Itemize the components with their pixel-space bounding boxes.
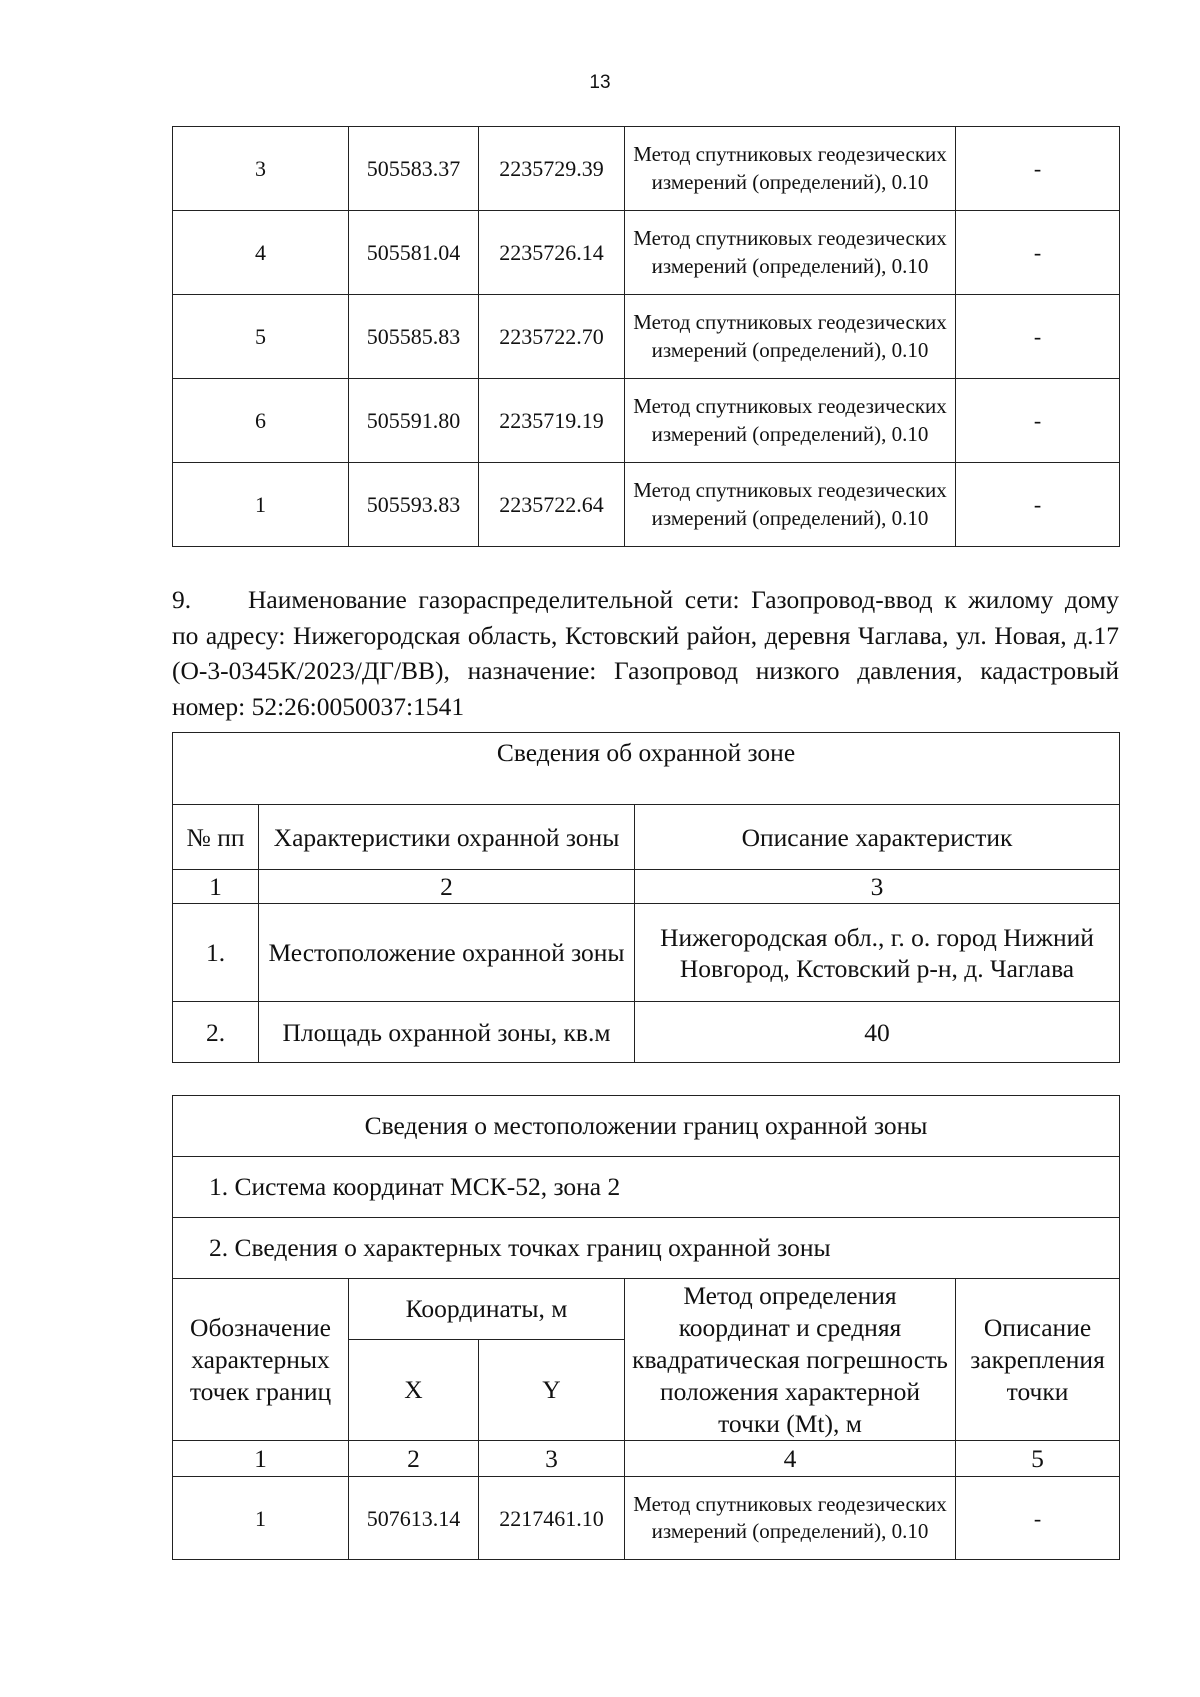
- zone-index-cell: 3: [635, 870, 1120, 904]
- y-coordinate-cell: 2235722.70: [479, 295, 625, 379]
- header-y: Y: [479, 1340, 625, 1441]
- method-cell: Метод спутниковых геодезических измерений (определений), 0.10: [625, 1477, 956, 1560]
- x-coordinate-cell: 505585.83: [349, 295, 479, 379]
- y-coordinate-cell: 2235729.39: [479, 127, 625, 211]
- header-x: X: [349, 1340, 479, 1441]
- zone-header-description: Описание характеристик: [635, 805, 1120, 870]
- fixing-description-cell: -: [956, 127, 1120, 211]
- method-cell: Метод спутниковых геодезических измерений (определений), 0.10: [625, 295, 956, 379]
- header-point-designation: Обозначение характерных точек границ: [173, 1279, 349, 1441]
- coordinate-row: [173, 295, 1120, 379]
- x-coordinate-cell: 505591.80: [349, 379, 479, 463]
- y-coordinate-cell: 2217461.10: [479, 1477, 625, 1560]
- boundaries-table-title: Сведения о местоположении границ охранной зоны: [173, 1096, 1120, 1157]
- zone-row-name: Местоположение охранной зоны: [259, 904, 635, 1002]
- header-coordinates: Координаты, м: [349, 1279, 625, 1340]
- method-cell: Метод спутниковых геодезических измерений (определений), 0.10: [625, 463, 956, 547]
- fixing-description-cell: -: [956, 295, 1120, 379]
- loc-index-cell: 2: [349, 1441, 479, 1477]
- coordinates-table-continued: [172, 126, 1120, 547]
- method-cell: Метод спутниковых геодезических измерений (определений), 0.10: [625, 379, 956, 463]
- section-9-paragraph: [172, 582, 1119, 724]
- header-method: Метод определения координат и средняя квадратическая погрешность положения характерной точки (Mt), м: [625, 1279, 956, 1441]
- zone-header-characteristic: Характеристики охранной зоны: [259, 805, 635, 870]
- point-id-cell: 4: [173, 211, 349, 295]
- loc-index-cell: 4: [625, 1441, 956, 1477]
- method-cell: Метод спутниковых геодезических измерений (определений), 0.10: [625, 211, 956, 295]
- page-number: 13: [589, 72, 611, 93]
- loc-index-cell: 3: [479, 1441, 625, 1477]
- point-id-cell: 5: [173, 295, 349, 379]
- zone-table-title: Сведения об охранной зоне: [173, 733, 1120, 805]
- zone-header-number: № пп: [173, 805, 259, 870]
- point-id-cell: 1: [173, 463, 349, 547]
- header-fixing-description: Описание закрепления точки: [956, 1279, 1120, 1441]
- section-number: 9.: [172, 585, 192, 614]
- zone-row-number: 2.: [173, 1002, 259, 1063]
- x-coordinate-cell: 507613.14: [349, 1477, 479, 1560]
- zone-row-value: Нижегородская обл., г. о. город Нижний Новгород, Кстовский р-н, д. Чаглава: [635, 904, 1120, 1002]
- zone-index-cell: 2: [259, 870, 635, 904]
- loc-index-cell: 5: [956, 1441, 1120, 1477]
- coordinate-system-row: 1. Система координат МСК-52, зона 2: [173, 1157, 1120, 1218]
- coordinate-row: [173, 127, 1120, 211]
- point-id-cell: 3: [173, 127, 349, 211]
- loc-index-cell: 1: [173, 1441, 349, 1477]
- coordinate-row: [173, 211, 1120, 295]
- point-id-cell: 6: [173, 379, 349, 463]
- fixing-description-cell: -: [956, 379, 1120, 463]
- y-coordinate-cell: 2235719.19: [479, 379, 625, 463]
- x-coordinate-cell: 505583.37: [349, 127, 479, 211]
- section-text: Наименование газораспределительной сети: Газопровод-ввод к жилому дому по адресу: Нижегородская область, Кстовский район, деревня Чаглава, ул. Новая, д.17 (О-3-0345К/2023/ДГ/ВВ), назначение: Газопровод низкого давления, кадастровый номер: 52:26:0050037:1541: [172, 585, 1119, 721]
- zone-index-cell: 1: [173, 870, 259, 904]
- zone-boundaries-table: [172, 1095, 1120, 1560]
- zone-row-value: 40: [635, 1002, 1120, 1063]
- point-id-cell: 1: [173, 1477, 349, 1560]
- fixing-description-cell: -: [956, 211, 1120, 295]
- fixing-description-cell: -: [956, 1477, 1120, 1560]
- protection-zone-info-table: [172, 732, 1120, 1063]
- fixing-description-cell: -: [956, 463, 1120, 547]
- zone-row-number: 1.: [173, 904, 259, 1002]
- method-cell: Метод спутниковых геодезических измерений (определений), 0.10: [625, 127, 956, 211]
- x-coordinate-cell: 505593.83: [349, 463, 479, 547]
- y-coordinate-cell: 2235722.64: [479, 463, 625, 547]
- x-coordinate-cell: 505581.04: [349, 211, 479, 295]
- y-coordinate-cell: 2235726.14: [479, 211, 625, 295]
- zone-row-name: Площадь охранной зоны, кв.м: [259, 1002, 635, 1063]
- coordinate-row: [173, 463, 1120, 547]
- coordinate-row: [173, 379, 1120, 463]
- points-info-row: 2. Сведения о характерных точках границ охранной зоны: [173, 1218, 1120, 1279]
